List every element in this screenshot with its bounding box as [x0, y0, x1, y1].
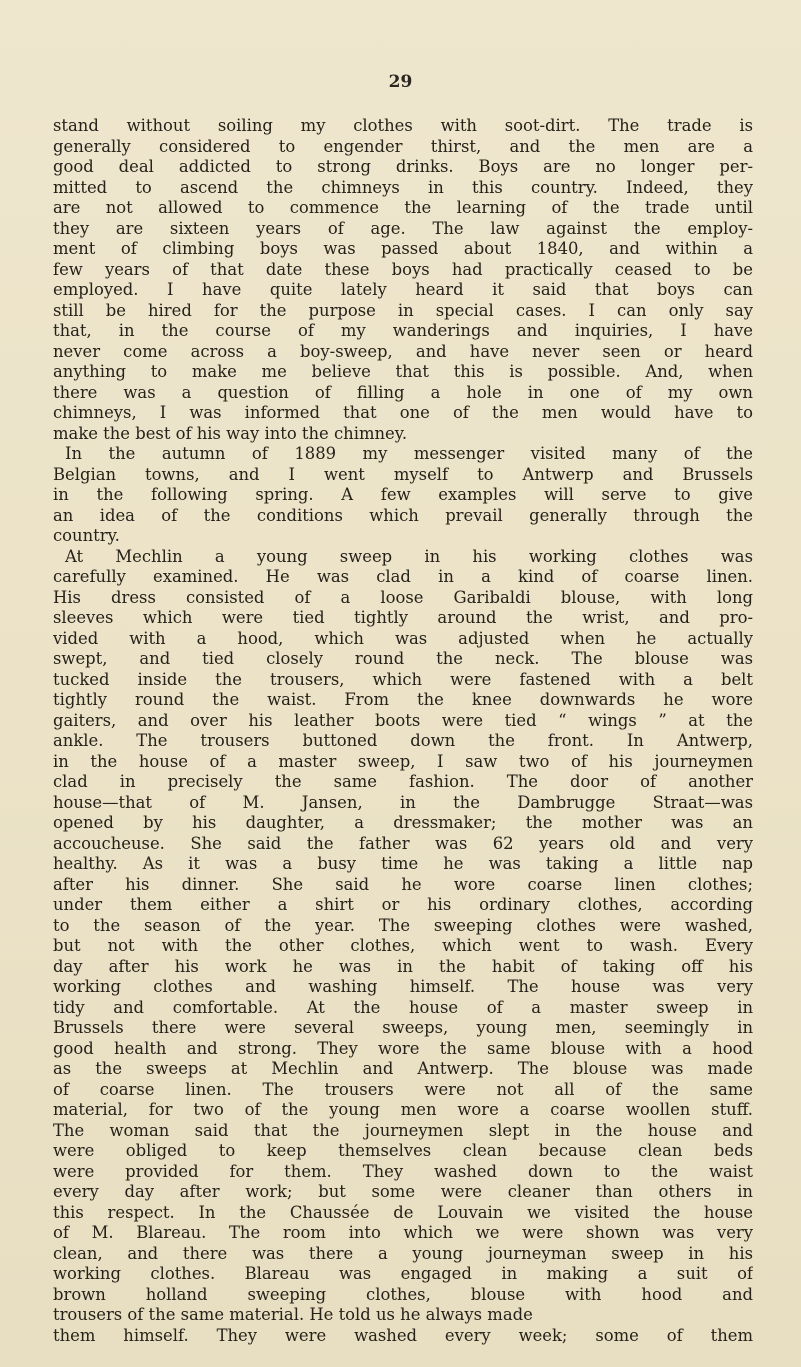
text-line: material, for two of the young men wore a coarse woollen stuff.: [53, 1100, 753, 1119]
text-line: of coarse linen. The trousers were not all of the same: [53, 1079, 753, 1099]
text-line: to the season of the year. The sweeping clothes were washed,: [53, 915, 753, 935]
text-line: still be hired for the purpose in special cases. I can only say: [53, 300, 753, 320]
text-line: every day after work; but some were cleaner than others in: [53, 1182, 753, 1201]
text-line: they are sixteen years of age. The law against the employ-: [53, 218, 753, 238]
text-line: an idea of the conditions which prevail generally through the: [53, 505, 753, 525]
text-line: clean, and there was there a young journeyman sweep in his: [53, 1243, 753, 1263]
text-line: never come across a boy-sweep, and have never seen or heard: [53, 341, 753, 361]
text-line: as the sweeps at Mechlin and Antwerp. The blouse was made: [53, 1059, 753, 1078]
text-line: sleeves which were tied tightly around the wrist, and pro-: [53, 608, 753, 627]
text-line: stand without soiling my clothes with soot-dirt. The trade is: [53, 116, 753, 135]
text-line: healthy. As it was a busy time he was taking a little nap: [53, 854, 753, 873]
text-line: mitted to ascend the chimneys in this country. Indeed, they: [53, 177, 753, 197]
text-line: house—that of M. Jansen, in the Dambrugge Straat—was: [53, 792, 753, 812]
text-line: were obliged to keep themselves clean because clean beds: [53, 1141, 753, 1160]
body-text: [53, 116, 753, 1346]
text-line: few years of that date these boys had practically ceased to be: [53, 259, 753, 279]
page-number: 29: [388, 72, 413, 92]
text-line: day after his work he was in the habit of taking off his: [53, 956, 753, 976]
text-line: after his dinner. She said he wore coarse linen clothes;: [53, 874, 753, 894]
text-line: vided with a hood, which was adjusted when he actually: [53, 628, 753, 648]
text-line: of M. Blareau. The room into which we were shown was very: [53, 1223, 753, 1242]
text-line: working clothes and washing himself. The house was very: [53, 977, 753, 996]
text-line: brown holland sweeping clothes, blouse with hood and: [53, 1284, 753, 1304]
text-line: working clothes. Blareau was engaged in making a suit of: [53, 1264, 753, 1283]
text-line: tidy and comfortable. At the house of a master sweep in: [53, 997, 753, 1017]
text-line: them himself. They were washed every week; some of them: [53, 1325, 753, 1345]
text-line: that, in the course of my wanderings and inquiries, I have: [53, 321, 753, 340]
text-line: accoucheuse. She said the father was 62 years old and very: [53, 833, 753, 853]
text-line: tucked inside the trousers, which were fastened with a belt: [53, 669, 753, 689]
text-line: ment of climbing boys was passed about 1840, and within a: [53, 239, 753, 258]
text-line: good health and strong. They wore the same blouse with a hood: [53, 1038, 753, 1058]
text-line: anything to make me believe that this is possible. And, when: [53, 362, 753, 381]
text-line: In the autumn of 1889 my messenger visited many of the: [65, 444, 753, 463]
text-line: Brussels there were several sweeps, young men, seemingly in: [53, 1018, 753, 1037]
text-line: His dress consisted of a loose Garibaldi blouse, with long: [53, 587, 753, 607]
text-line: make the best of his way into the chimney.: [53, 423, 408, 443]
text-line: good deal addicted to strong drinks. Boys are no longer per-: [53, 157, 753, 176]
text-line: Belgian towns, and I went myself to Antwerp and Brussels: [53, 464, 753, 484]
text-line: tightly round the waist. From the knee downwards he wore: [53, 690, 753, 709]
text-line: in the house of a master sweep, I saw two of his journeymen: [53, 751, 753, 771]
text-line: The woman said that the journeymen slept in the house and: [53, 1120, 753, 1140]
text-line: country.: [53, 526, 120, 545]
text-line: swept, and tied closely round the neck. The blouse was: [53, 649, 753, 668]
text-line: At Mechlin a young sweep in his working clothes was: [65, 546, 753, 566]
text-line: clad in precisely the same fashion. The door of another: [53, 772, 753, 791]
text-line: chimneys, I was informed that one of the men would have to: [53, 403, 753, 422]
text-line: there was a question of filling a hole in one of my own: [53, 382, 753, 402]
text-line: generally considered to engender thirst, and the men are a: [53, 136, 753, 156]
text-line: trousers of the same material. He told us he always made: [53, 1305, 533, 1324]
text-line: are not allowed to commence the learning of the trade until: [53, 198, 753, 217]
text-line: employed. I have quite lately heard it said that boys can: [53, 280, 753, 299]
text-line: opened by his daughter, a dressmaker; the mother was an: [53, 813, 753, 832]
text-line: gaiters, and over his leather boots were tied “ wings ” at the: [53, 710, 753, 730]
text-line: but not with the other clothes, which went to wash. Every: [53, 936, 753, 955]
text-line: under them either a shirt or his ordinary clothes, according: [53, 895, 753, 914]
text-line: this respect. In the Chaussée de Louvain we visited the house: [53, 1202, 753, 1222]
text-line: ankle. The trousers buttoned down the front. In Antwerp,: [53, 731, 753, 750]
text-line: were provided for them. They washed down to the waist: [53, 1161, 753, 1181]
text-line: carefully examined. He was clad in a kind of coarse linen.: [53, 567, 753, 586]
text-line: in the following spring. A few examples will serve to give: [53, 485, 753, 504]
